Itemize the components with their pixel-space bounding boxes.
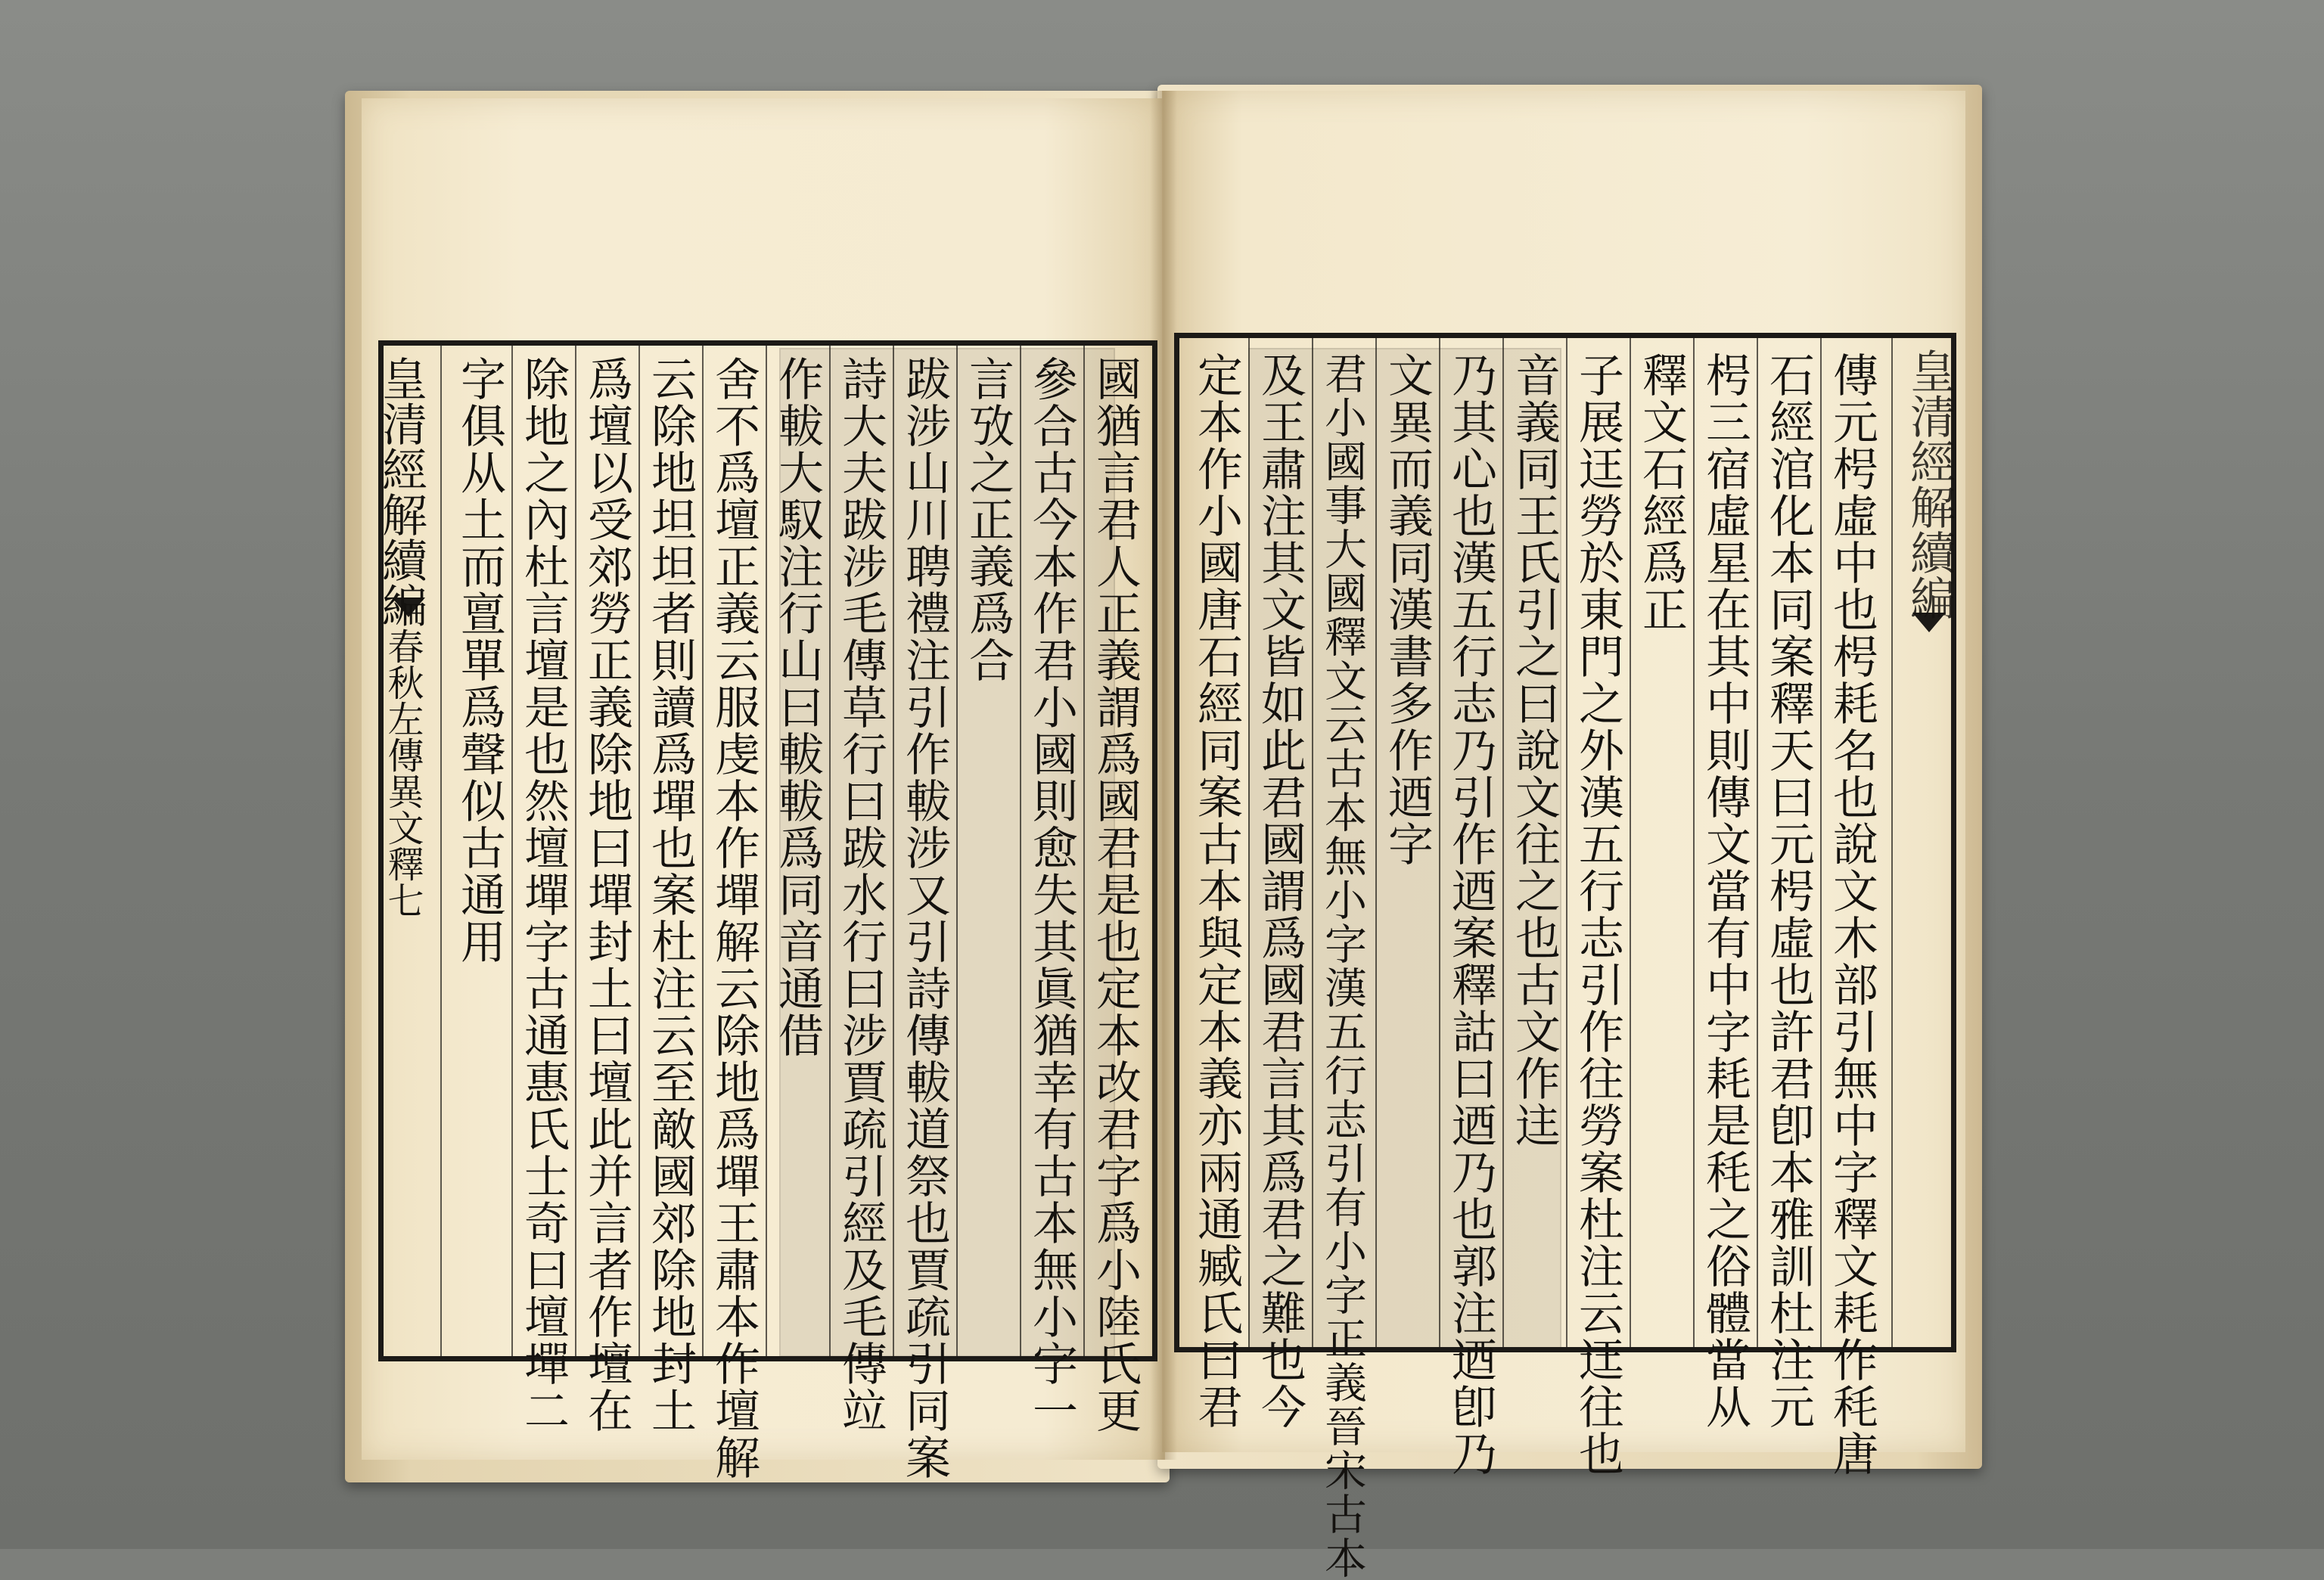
right-text-column: 枵三宿虛星在其中則傳文當有中字耗是秏之俗體當从 (1698, 352, 1751, 1430)
column-rule (575, 346, 576, 1356)
column-rule (1375, 338, 1377, 1347)
column-rule (1312, 338, 1313, 1347)
column-rule (1630, 338, 1631, 1347)
left-text-column: 跋涉山川聘禮注引作軷涉又引詩傳軷道祭也賈疏引同案 (898, 355, 951, 1481)
column-rule (638, 346, 640, 1356)
column-rule (1502, 338, 1504, 1347)
left-text-column: 除地之內杜言壇是也然壇墠字古通惠氏士奇曰壇墠二 (517, 355, 570, 1434)
column-rule (702, 346, 704, 1356)
column-rule (1020, 346, 1021, 1356)
right-text-column: 文異而義同漢書多作迺字 (1381, 352, 1434, 868)
column-rule (1083, 346, 1085, 1356)
right-text-column: 石經涫化本同案釋天曰元枵虛也許君卽本雅訓杜注元 (1762, 352, 1815, 1430)
right-text-column: 乃其心也漢五行志乃引作迺案釋詁曰迺乃也郭注迺卽乃 (1444, 352, 1497, 1477)
left-margin-title: 皇清經解續編 (374, 355, 427, 628)
column-rule (956, 346, 958, 1356)
right-margin-rule (1891, 338, 1893, 1347)
column-rule (829, 346, 831, 1356)
column-rule (1693, 338, 1695, 1347)
left-text-column: 詩大夫跋涉毛傳草行曰跋水行曰涉賈疏引經及毛傳竝 (834, 355, 887, 1434)
right-text-column: 傳元枵虛中也枵耗名也說文木部引無中字釋文耗作秏唐 (1825, 352, 1878, 1477)
left-margin-subtitle: 春秋左傳異文釋七 (381, 628, 424, 918)
right-text-column: 釋文石經爲正 (1635, 352, 1688, 633)
column-rule (1566, 338, 1567, 1347)
column-rule (1757, 338, 1758, 1347)
column-rule (766, 346, 767, 1356)
column-rule (1439, 338, 1440, 1347)
right-text-column: 及王肅注其文皆如此君國謂爲國君言其爲君之難也今 (1254, 352, 1306, 1430)
left-margin-rule (440, 346, 442, 1356)
column-rule (511, 346, 513, 1356)
left-text-column: 國猶言君人正義謂爲國君是也定本改君字爲小陸氏更 (1089, 355, 1142, 1434)
column-rule (893, 346, 894, 1356)
left-text-column: 舍不爲壇正義云服虔本作墠解云除地爲墠王肅本作壇解 (707, 355, 760, 1481)
left-text-column: 云除地坦坦者則讀爲墠也案杜注云至敵國郊除地封土 (644, 355, 697, 1434)
left-text-column: 爲壇以受郊勞正義除地曰墠封土曰壇此并言者作壇在 (580, 355, 633, 1434)
left-text-column: 作軷大馭注行山曰軷軷爲同音通借 (771, 355, 824, 1059)
right-text-column: 子展迋勞於東門之外漢五行志引作往勞案杜注云迋往也 (1571, 352, 1624, 1477)
column-rule (1248, 338, 1250, 1347)
left-text-column: 字俱从土而亶單爲聲似古通用 (453, 355, 506, 965)
left-text-column: 言攷之正義爲合 (962, 355, 1014, 684)
right-text-column: 音義同王氏引之曰說文往之也古文作迬 (1508, 352, 1561, 1149)
right-text-column: 定本作小國唐石經同案古本與定本義亦兩通臧氏曰君 (1190, 352, 1243, 1430)
left-text-column: 參合古今本作君小國則愈失其眞猶幸有古本無小字一 (1025, 355, 1078, 1434)
right-margin-title: 皇清經解續編 (1903, 348, 1956, 620)
column-rule (1820, 338, 1822, 1347)
right-text-column: 君小國事大國釋文云古本無小字漢五行志引有小字正義晉宋古本 (1318, 352, 1367, 1580)
